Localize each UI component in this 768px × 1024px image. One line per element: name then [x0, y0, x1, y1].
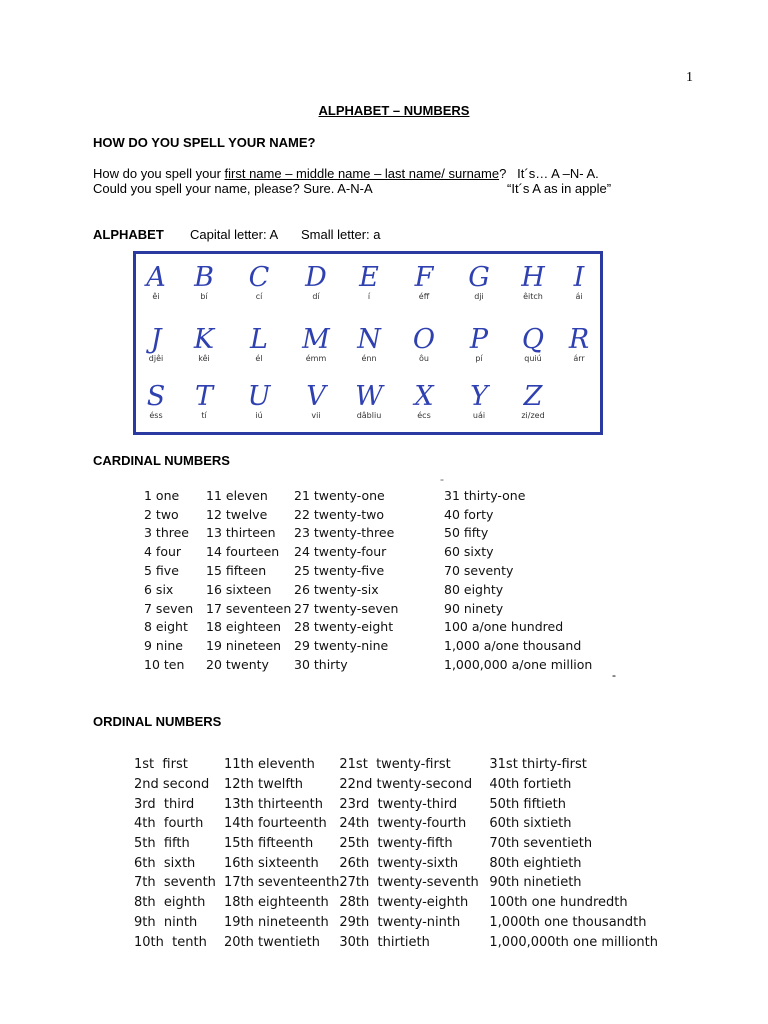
- alphabet-letter: S: [146, 381, 166, 412]
- alphabet-cell: [239, 383, 279, 421]
- ordinal-cell: 1,000,000th one millionth: [489, 934, 658, 950]
- ordinal-cell: 10th tenth: [134, 934, 207, 950]
- ordinal-cell: 70th seventieth: [489, 836, 593, 852]
- alphabet-cell: [459, 383, 499, 421]
- ordinal-row: [134, 814, 669, 834]
- ordinal-cell: 40th fortieth: [489, 777, 572, 793]
- ordinal-row: [134, 834, 669, 854]
- ordinal-heading: ORDINAL NUMBERS: [93, 714, 222, 729]
- ordinal-row: [134, 893, 669, 913]
- letter-pronunciation: kêi: [198, 354, 210, 363]
- ordinal-cell: 29th twenty-ninth: [339, 914, 461, 930]
- ordinal-cell: 1st first: [134, 757, 188, 773]
- alphabet-letter: O: [412, 324, 436, 355]
- alphabet-letter: U: [247, 381, 271, 412]
- letter-pronunciation: êitch: [523, 292, 543, 301]
- stray-mark-top: -: [440, 472, 444, 486]
- cardinal-cell: 31 thirty-one: [444, 487, 526, 503]
- ordinal-row: [134, 913, 669, 933]
- cardinal-cell: 1,000,000 a/one million: [444, 657, 593, 673]
- ordinal-cell: 9th ninth: [134, 914, 198, 930]
- ordinal-cell: 3rd third: [134, 796, 195, 812]
- alphabet-letter: N: [357, 324, 381, 355]
- letter-pronunciation: vii: [311, 411, 321, 420]
- ordinal-cell: 50th fiftieth: [489, 796, 566, 812]
- ordinal-row: [134, 873, 669, 893]
- letter-pronunciation: dji: [474, 292, 484, 301]
- cardinal-cell: 22 twenty-two: [294, 506, 384, 522]
- ordinal-cell: 60th sixtieth: [489, 816, 572, 832]
- alphabet-cell: [184, 326, 224, 364]
- cardinal-row: [144, 505, 624, 524]
- cardinal-cell: 21 twenty-one: [294, 487, 385, 503]
- cardinal-cell: 100 a/one hundred: [444, 619, 564, 635]
- cardinal-row: [144, 524, 624, 543]
- alphabet-cell: [559, 326, 599, 364]
- alphabet-cell: [513, 383, 553, 421]
- cardinal-row: [144, 580, 624, 599]
- cardinal-cell: 70 seventy: [444, 563, 514, 579]
- cardinal-cell: 13 thirteen: [206, 525, 276, 541]
- letter-pronunciation: iú: [255, 411, 263, 420]
- ordinal-cell: 20th twentieth: [224, 934, 321, 950]
- ordinal-cell: 19th nineteenth: [224, 914, 329, 930]
- alphabet-letter: M: [302, 324, 330, 355]
- alphabet-letter: A: [146, 262, 166, 293]
- stray-mark-bottom: -: [612, 668, 616, 682]
- alphabet-letter: K: [193, 324, 215, 355]
- alphabet-cell: [404, 326, 444, 364]
- ordinal-cell: 7th seventh: [134, 875, 216, 891]
- letter-pronunciation: émm: [305, 354, 327, 363]
- cardinal-cell: 16 sixteen: [206, 581, 272, 597]
- cardinal-cell: 24 twenty-four: [294, 544, 387, 560]
- alphabet-cell: [239, 264, 279, 302]
- alphabet-cell: [404, 383, 444, 421]
- cardinal-cell: 17 seventeen: [206, 600, 292, 616]
- ordinal-row: [134, 932, 669, 952]
- cardinal-numbers-table: [144, 486, 624, 674]
- alphabet-cell: [349, 326, 389, 364]
- alphabet-cell: [184, 383, 224, 421]
- spell-line-1-after: ? It´s… A –N- A.: [499, 166, 599, 181]
- letter-pronunciation: uái: [472, 411, 486, 420]
- letter-pronunciation: pí: [475, 354, 483, 363]
- letter-pronunciation: écs: [417, 411, 431, 420]
- cardinal-cell: 60 sixty: [444, 544, 494, 560]
- ordinal-cell: 1,000th one thousandth: [489, 914, 647, 930]
- letter-pronunciation: tí: [201, 411, 207, 420]
- ordinal-cell: 2nd second: [134, 777, 210, 793]
- cardinal-cell: 90 ninety: [444, 600, 504, 616]
- alphabet-cell: [459, 264, 499, 302]
- ordinal-cell: 100th one hundredth: [489, 895, 628, 911]
- ordinal-cell: 90th ninetieth: [489, 875, 582, 891]
- cardinal-cell: 40 forty: [444, 506, 494, 522]
- alphabet-cell: [349, 383, 389, 421]
- alphabet-cell: [513, 264, 553, 302]
- cardinal-cell: 25 twenty-five: [294, 563, 385, 579]
- alphabet-cell: [459, 326, 499, 364]
- cardinal-cell: 15 fifteen: [206, 563, 267, 579]
- cardinal-cell: 28 twenty-eight: [294, 619, 394, 635]
- cardinal-cell: 11 eleven: [206, 487, 268, 503]
- letter-pronunciation: éss: [149, 411, 163, 420]
- alphabet-cell: [296, 326, 336, 364]
- alphabet-cell: [296, 383, 336, 421]
- alphabet-letter: Z: [523, 381, 543, 412]
- alphabet-letter: F: [414, 262, 434, 293]
- letter-pronunciation: éff: [418, 292, 430, 301]
- alphabet-cell: [559, 264, 599, 302]
- alphabet-cell: [349, 264, 389, 302]
- cardinal-cell: 4 four: [144, 544, 182, 560]
- alphabet-cell: [136, 326, 176, 364]
- alphabet-heading: ALPHABET: [93, 227, 164, 242]
- document-title: ALPHABET – NUMBERS: [318, 103, 470, 118]
- cardinal-cell: 27 twenty-seven: [294, 600, 399, 616]
- ordinal-cell: 5th fifth: [134, 836, 190, 852]
- cardinal-cell: 9 nine: [144, 638, 183, 654]
- ordinal-row: [134, 794, 669, 814]
- alphabet-cell: [136, 383, 176, 421]
- cardinal-cell: 7 seven: [144, 600, 194, 616]
- alphabet-letter: P: [469, 324, 489, 355]
- ordinal-cell: 31st thirty-first: [489, 757, 587, 773]
- alphabet-letter: H: [521, 262, 545, 293]
- alphabet-letter: Y: [470, 381, 488, 412]
- letter-pronunciation: dâbliu: [356, 411, 382, 420]
- alphabet-letter: E: [359, 262, 379, 293]
- ordinal-cell: 80th eightieth: [489, 855, 582, 871]
- letter-pronunciation: quiú: [524, 354, 542, 363]
- ordinal-cell: 22nd twenty-second: [339, 777, 473, 793]
- ordinal-cell: 14th fourteenth: [224, 816, 327, 832]
- alphabet-cell: [296, 264, 336, 302]
- ordinal-cell: 21st twenty-first: [339, 757, 451, 773]
- cardinal-row: [144, 561, 624, 580]
- alphabet-letter: G: [468, 262, 490, 293]
- ordinal-cell: 13th thirteenth: [224, 796, 323, 812]
- cardinal-cell: 30 thirty: [294, 657, 348, 673]
- cardinal-cell: 14 fourteen: [206, 544, 280, 560]
- alphabet-letter: D: [305, 262, 327, 293]
- ordinal-cell: 11th eleventh: [224, 757, 315, 773]
- alphabet-letter: X: [414, 381, 434, 412]
- alphabet-cell: [184, 264, 224, 302]
- letter-pronunciation: djêi: [148, 354, 164, 363]
- spell-line-2-left: Could you spell your name, please? Sure. A-N-A: [93, 181, 373, 196]
- ordinal-cell: 8th eighth: [134, 895, 206, 911]
- letter-pronunciation: ái: [575, 292, 583, 301]
- spell-line-1: [93, 166, 599, 181]
- ordinal-cell: 6th sixth: [134, 855, 196, 871]
- ordinal-numbers-table: [134, 755, 669, 952]
- cardinal-row: [144, 618, 624, 637]
- ordinal-row: [134, 755, 669, 775]
- cardinal-cell: 5 five: [144, 563, 179, 579]
- cardinal-cell: 23 twenty-three: [294, 525, 395, 541]
- ordinal-cell: 16th sixteenth: [224, 855, 319, 871]
- alphabet-cell: [404, 264, 444, 302]
- cardinal-cell: 1 one: [144, 487, 180, 503]
- alphabet-cell: [136, 264, 176, 302]
- alphabet-letter: W: [355, 381, 383, 412]
- cardinal-cell: 3 three: [144, 525, 189, 541]
- capital-letter-label: Capital letter: A: [190, 227, 279, 242]
- ordinal-cell: 26th twenty-sixth: [339, 855, 459, 871]
- letter-pronunciation: énn: [361, 354, 377, 363]
- cardinal-row: [144, 599, 624, 618]
- ordinal-cell: 4th fourth: [134, 816, 204, 832]
- cardinal-row: [144, 486, 624, 505]
- cardinal-cell: 20 twenty: [206, 657, 269, 673]
- ordinal-cell: 23rd twenty-third: [339, 796, 458, 812]
- cardinal-cell: 26 twenty-six: [294, 581, 379, 597]
- letter-pronunciation: ôu: [419, 354, 429, 363]
- cardinal-cell: 2 two: [144, 506, 179, 522]
- cardinal-cell: 1,000 a/one thousand: [444, 638, 582, 654]
- ordinal-cell: 18th eighteenth: [224, 895, 329, 911]
- alphabet-cell: [513, 326, 553, 364]
- ordinal-row: [134, 775, 669, 795]
- cardinal-cell: 19 nineteen: [206, 638, 282, 654]
- letter-pronunciation: êi: [152, 292, 160, 301]
- cardinal-cell: 12 twelve: [206, 506, 268, 522]
- alphabet-letter: Q: [521, 324, 545, 355]
- letter-pronunciation: cí: [255, 292, 263, 301]
- cardinal-row: [144, 542, 624, 561]
- ordinal-cell: 27th twenty-seventh: [339, 875, 479, 891]
- letter-pronunciation: árr: [573, 354, 585, 363]
- cardinal-cell: 29 twenty-nine: [294, 638, 389, 654]
- cardinal-cell: 18 eighteen: [206, 619, 282, 635]
- alphabet-letter: L: [250, 324, 268, 355]
- alphabet-letter: I: [573, 262, 585, 293]
- cardinal-heading: CARDINAL NUMBERS: [93, 453, 230, 468]
- spell-line-1-underlined: first name – middle name – last name/ surname: [224, 166, 500, 181]
- small-letter-label: Small letter: a: [301, 227, 381, 242]
- page-number: 1: [686, 70, 693, 85]
- letter-pronunciation: í: [367, 292, 371, 301]
- cardinal-cell: 50 fifty: [444, 525, 489, 541]
- spell-heading: HOW DO YOU SPELL YOUR NAME?: [93, 135, 316, 150]
- letter-pronunciation: él: [255, 354, 263, 363]
- cardinal-cell: 8 eight: [144, 619, 188, 635]
- alphabet-letter: T: [194, 381, 213, 412]
- letter-pronunciation: bí: [200, 292, 208, 301]
- ordinal-cell: 17th seventeenth: [224, 875, 340, 891]
- ordinal-cell: 25th twenty-fifth: [339, 836, 453, 852]
- ordinal-cell: 24th twenty-fourth: [339, 816, 467, 832]
- ordinal-cell: 28th twenty-eighth: [339, 895, 469, 911]
- ordinal-cell: 30th thirtieth: [339, 934, 430, 950]
- cardinal-cell: 6 six: [144, 581, 174, 597]
- alphabet-cell: [239, 326, 279, 364]
- alphabet-letter: J: [150, 324, 162, 355]
- letter-pronunciation: dí: [312, 292, 320, 301]
- cardinal-cell: 10 ten: [144, 657, 185, 673]
- ordinal-cell: 12th twelfth: [224, 777, 304, 793]
- spell-line-2-right: “It´s A as in apple”: [507, 181, 612, 196]
- alphabet-letter: V: [306, 381, 326, 412]
- cardinal-row: [144, 655, 624, 674]
- letter-pronunciation: zi/zed: [521, 411, 545, 420]
- cardinal-row: [144, 636, 624, 655]
- alphabet-chart: [133, 251, 603, 435]
- ordinal-row: [134, 853, 669, 873]
- alphabet-letter: C: [248, 262, 270, 293]
- alphabet-letter: B: [194, 262, 214, 293]
- cardinal-cell: 80 eighty: [444, 581, 504, 597]
- ordinal-cell: 15th fifteenth: [224, 836, 314, 852]
- alphabet-letter: R: [568, 324, 590, 355]
- spell-line-1-before: How do you spell your: [93, 166, 225, 181]
